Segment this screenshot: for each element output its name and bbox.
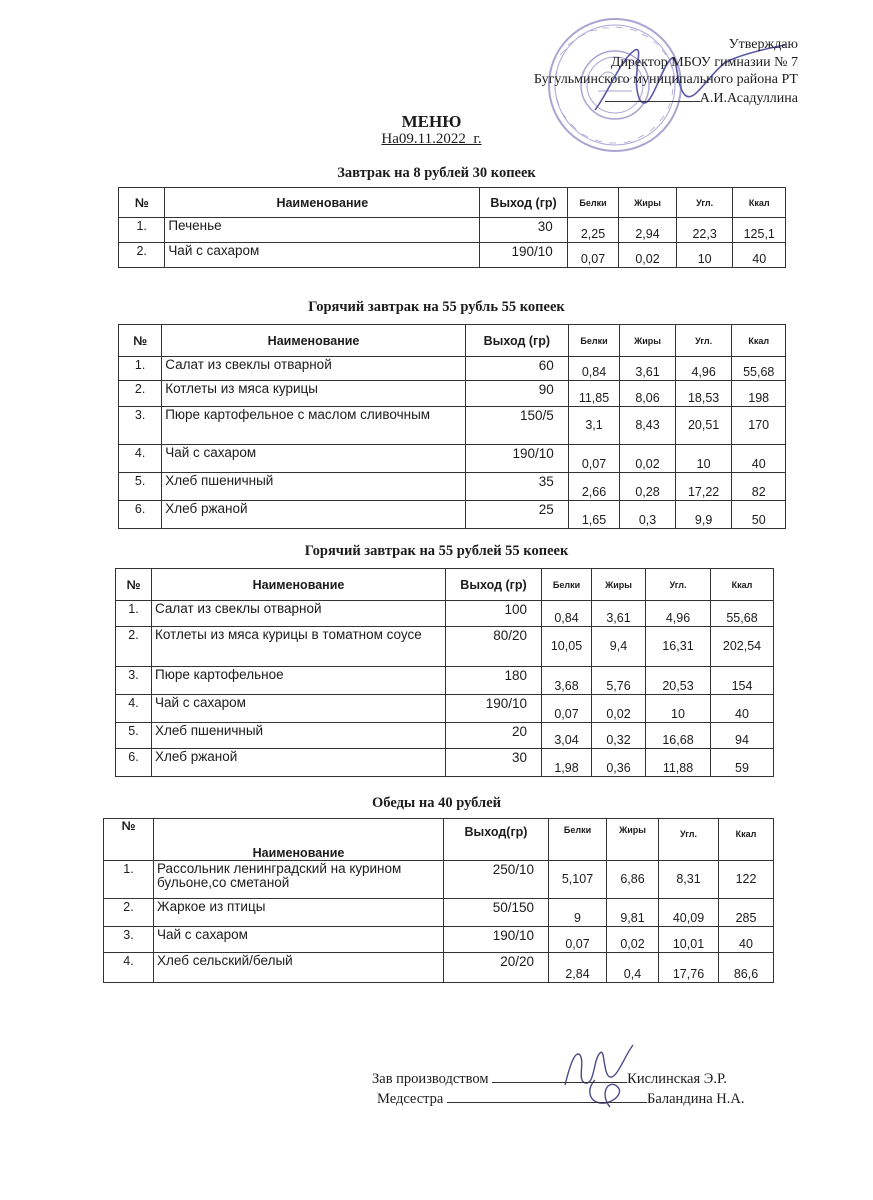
dish-carbs: 20,51	[675, 407, 732, 445]
dish-name: Печенье	[165, 218, 480, 243]
dish-name: Пюре картофельное с маслом сливочным	[162, 407, 466, 445]
director-name: А.И.Асадуллина	[699, 90, 798, 106]
signature-line	[492, 1070, 627, 1083]
col-header-num: №	[119, 325, 162, 357]
col-header-carbs: Угл.	[659, 819, 719, 861]
dish-fat: 0,02	[620, 445, 676, 473]
dish-carbs: 8,31	[659, 861, 719, 899]
table-row	[119, 218, 786, 243]
dish-kcal: 94	[711, 723, 774, 749]
dish-name: Салат из свеклы отварной	[152, 601, 446, 627]
col-header-kcal: Ккал	[733, 188, 786, 218]
col-header-kcal: Ккал	[711, 569, 774, 601]
signer-name: Баландина Н.А.	[647, 1091, 745, 1107]
col-header-protein: Белки	[568, 325, 619, 357]
approval-line-3: Бугульминского муниципального района РТ	[533, 72, 798, 87]
dish-kcal: 55,68	[711, 601, 774, 627]
dish-output: 180	[446, 667, 542, 695]
dish-kcal: 86,6	[719, 953, 774, 983]
col-header-fat: Жиры	[619, 188, 677, 218]
dish-name: Хлеб пшеничный	[162, 473, 466, 501]
col-header-protein: Белки	[542, 569, 592, 601]
dish-fat: 0,32	[592, 723, 646, 749]
dish-protein: 11,85	[568, 381, 619, 407]
dish-output: 20/20	[444, 953, 549, 983]
section-title: Горячий завтрак на 55 рублей 55 копеек	[304, 543, 569, 559]
dish-name: Жаркое из птицы	[154, 899, 444, 927]
table-row	[116, 667, 774, 695]
row-number: 1.	[119, 357, 162, 381]
dish-protein: 0,84	[568, 357, 619, 381]
col-header-name: Наименование	[152, 569, 446, 601]
dish-fat: 0,3	[620, 501, 676, 529]
table-row	[119, 445, 786, 473]
dish-name: Пюре картофельное	[152, 667, 446, 695]
dish-kcal: 202,54	[711, 627, 774, 667]
dish-output: 20	[446, 723, 542, 749]
dish-name: Котлеты из мяса курицы в томатном соусе	[152, 627, 446, 667]
dish-carbs: 16,68	[646, 723, 711, 749]
col-header-protein: Белки	[567, 188, 618, 218]
dish-protein: 2,25	[567, 218, 618, 243]
dish-output: 100	[446, 601, 542, 627]
dish-output: 190/10	[480, 243, 567, 268]
dish-protein: 3,04	[542, 723, 592, 749]
dish-fat: 8,43	[620, 407, 676, 445]
dish-carbs: 18,53	[675, 381, 732, 407]
dish-kcal: 59	[711, 749, 774, 777]
dish-carbs: 10	[675, 445, 732, 473]
dish-name: Чай с сахаром	[165, 243, 480, 268]
dish-protein: 10,05	[542, 627, 592, 667]
col-header-name: Наименование	[154, 819, 444, 861]
dish-protein: 0,07	[549, 927, 607, 953]
row-number: 2.	[119, 381, 162, 407]
page-title: МЕНЮ	[401, 112, 462, 131]
dish-fat: 0,02	[619, 243, 677, 268]
dish-protein: 1,65	[568, 501, 619, 529]
signer-role: Медсестра	[377, 1091, 444, 1107]
dish-kcal: 50	[732, 501, 786, 529]
dish-output: 90	[465, 381, 568, 407]
dish-kcal: 40	[732, 445, 786, 473]
row-number: 2.	[116, 627, 152, 667]
approval-line-2: Директор МБОУ гимназии № 7	[610, 54, 798, 70]
dish-protein: 5,107	[549, 861, 607, 899]
col-header-output: Выход (гр)	[465, 325, 568, 357]
table-row	[119, 473, 786, 501]
dish-carbs: 22,3	[676, 218, 733, 243]
col-header-fat: Жиры	[620, 325, 676, 357]
row-number: 2.	[104, 899, 154, 927]
dish-carbs: 16,31	[646, 627, 711, 667]
row-number: 1.	[119, 218, 165, 243]
table-row	[104, 899, 774, 927]
dish-kcal: 82	[732, 473, 786, 501]
col-header-protein: Белки	[549, 819, 607, 861]
dish-protein: 2,66	[568, 473, 619, 501]
dish-kcal: 122	[719, 861, 774, 899]
dish-name: Котлеты из мяса курицы	[162, 381, 466, 407]
dish-carbs: 10,01	[659, 927, 719, 953]
col-header-carbs: Угл.	[646, 569, 711, 601]
col-header-num: №	[119, 188, 165, 218]
dish-protein: 2,84	[549, 953, 607, 983]
row-number: 1.	[104, 861, 154, 899]
table-row	[119, 381, 786, 407]
dish-output: 190/10	[444, 927, 549, 953]
dish-fat: 3,61	[620, 357, 676, 381]
table-row	[104, 861, 774, 899]
approval-signature-blank	[605, 89, 700, 102]
dish-output: 25	[465, 501, 568, 529]
row-number: 4.	[104, 953, 154, 983]
row-number: 3.	[104, 927, 154, 953]
dish-protein: 9	[549, 899, 607, 927]
dish-carbs: 10	[676, 243, 733, 268]
approval-line-1: Утверждаю	[728, 37, 798, 52]
dish-output: 150/5	[465, 407, 568, 445]
dish-fat: 6,86	[607, 861, 659, 899]
signature-row-nurse	[377, 1090, 744, 1108]
table-row	[104, 927, 774, 953]
dish-output: 190/10	[465, 445, 568, 473]
dish-output: 35	[465, 473, 568, 501]
row-number: 1.	[116, 601, 152, 627]
dish-carbs: 40,09	[659, 899, 719, 927]
dish-name: Салат из свеклы отварной	[162, 357, 466, 381]
section-title: Горячий завтрак на 55 рубль 55 копеек	[308, 299, 565, 315]
dish-name: Чай с сахаром	[152, 695, 446, 723]
dish-carbs: 11,88	[646, 749, 711, 777]
col-header-output: Выход (гр)	[480, 188, 567, 218]
table-row	[119, 407, 786, 445]
dish-kcal: 170	[732, 407, 786, 445]
menu-table-hot-breakfast-2	[115, 568, 774, 777]
col-header-kcal: Ккал	[732, 325, 786, 357]
dish-kcal: 40	[733, 243, 786, 268]
dish-fat: 9,81	[607, 899, 659, 927]
col-header-name: Наименование	[165, 188, 480, 218]
dish-output: 50/150	[444, 899, 549, 927]
dish-name: Рассольник ленинградский на курином бульоне,со сметаной	[154, 861, 444, 899]
dish-fat: 3,61	[592, 601, 646, 627]
dish-name: Чай с сахаром	[154, 927, 444, 953]
dish-output: 190/10	[446, 695, 542, 723]
dish-protein: 3,68	[542, 667, 592, 695]
menu-date: На09.11.2022_г.	[381, 131, 482, 147]
dish-name: Чай с сахаром	[162, 445, 466, 473]
dish-carbs: 9,9	[675, 501, 732, 529]
row-number: 3.	[119, 407, 162, 445]
row-number: 5.	[116, 723, 152, 749]
dish-protein: 0,84	[542, 601, 592, 627]
col-header-num: №	[104, 819, 154, 861]
row-number: 3.	[116, 667, 152, 695]
dish-kcal: 40	[711, 695, 774, 723]
dish-kcal: 198	[732, 381, 786, 407]
col-header-fat: Жиры	[607, 819, 659, 861]
row-number: 4.	[119, 445, 162, 473]
col-header-output: Выход (гр)	[446, 569, 542, 601]
menu-table-hot-breakfast-1	[118, 324, 786, 529]
table-row	[119, 357, 786, 381]
dish-output: 30	[446, 749, 542, 777]
row-number: 6.	[116, 749, 152, 777]
dish-name: Хлеб сельский/белый	[154, 953, 444, 983]
table-row	[116, 723, 774, 749]
dish-fat: 2,94	[619, 218, 677, 243]
menu-table-lunch	[103, 818, 774, 983]
col-header-name: Наименование	[162, 325, 466, 357]
table-row	[116, 627, 774, 667]
col-header-carbs: Угл.	[675, 325, 732, 357]
dish-kcal: 55,68	[732, 357, 786, 381]
dish-protein: 0,07	[567, 243, 618, 268]
dish-fat: 0,28	[620, 473, 676, 501]
row-number: 5.	[119, 473, 162, 501]
dish-name: Хлеб пшеничный	[152, 723, 446, 749]
section-title: Обеды на 40 рублей	[372, 795, 501, 811]
dish-fat: 0,02	[607, 927, 659, 953]
dish-kcal: 125,1	[733, 218, 786, 243]
col-header-fat: Жиры	[592, 569, 646, 601]
dish-fat: 0,4	[607, 953, 659, 983]
dish-kcal: 40	[719, 927, 774, 953]
dish-fat: 9,4	[592, 627, 646, 667]
row-number: 2.	[119, 243, 165, 268]
dish-output: 30	[480, 218, 567, 243]
table-row	[116, 601, 774, 627]
dish-output: 250/10	[444, 861, 549, 899]
dish-protein: 0,07	[542, 695, 592, 723]
dish-output: 80/20	[446, 627, 542, 667]
dish-name: Хлеб ржаной	[162, 501, 466, 529]
dish-carbs: 4,96	[675, 357, 732, 381]
dish-protein: 1,98	[542, 749, 592, 777]
table-row	[116, 695, 774, 723]
dish-fat: 0,36	[592, 749, 646, 777]
dish-carbs: 17,22	[675, 473, 732, 501]
table-row	[116, 749, 774, 777]
dish-fat: 8,06	[620, 381, 676, 407]
dish-carbs: 17,76	[659, 953, 719, 983]
signer-name: Кислинская Э.Р.	[627, 1071, 727, 1087]
dish-carbs: 4,96	[646, 601, 711, 627]
dish-kcal: 285	[719, 899, 774, 927]
dish-carbs: 10	[646, 695, 711, 723]
table-row	[119, 243, 786, 268]
row-number: 4.	[116, 695, 152, 723]
dish-fat: 5,76	[592, 667, 646, 695]
dish-fat: 0,02	[592, 695, 646, 723]
col-header-carbs: Угл.	[676, 188, 733, 218]
dish-name: Хлеб ржаной	[152, 749, 446, 777]
col-header-kcal: Ккал	[719, 819, 774, 861]
menu-table-breakfast	[118, 187, 786, 268]
section-title: Завтрак на 8 рублей 30 копеек	[337, 165, 536, 181]
signature-line	[447, 1090, 647, 1103]
col-header-num: №	[116, 569, 152, 601]
approval-block	[534, 36, 798, 107]
col-header-output: Выход(гр)	[444, 819, 549, 861]
dish-kcal: 154	[711, 667, 774, 695]
dish-protein: 0,07	[568, 445, 619, 473]
dish-protein: 3,1	[568, 407, 619, 445]
signature-row-production	[372, 1070, 727, 1088]
row-number: 6.	[119, 501, 162, 529]
table-row	[119, 501, 786, 529]
signer-role: Зав производством	[372, 1071, 489, 1087]
dish-output: 60	[465, 357, 568, 381]
dish-carbs: 20,53	[646, 667, 711, 695]
approval-line-4	[534, 89, 798, 108]
table-row	[104, 953, 774, 983]
